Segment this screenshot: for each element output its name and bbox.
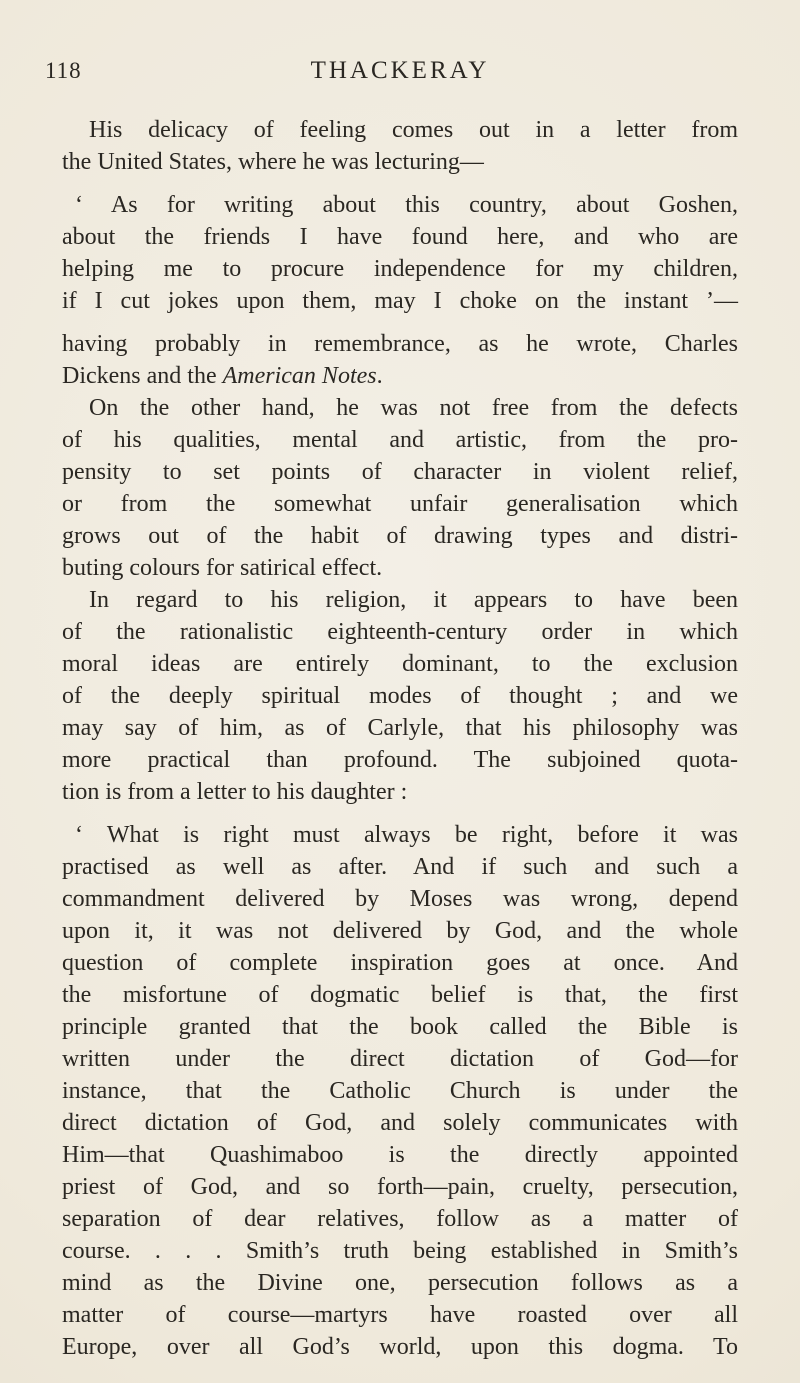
- text-line: [62, 915, 738, 947]
- text-segment: .: [376, 363, 383, 389]
- text-line: [62, 883, 738, 915]
- text-line: [62, 1299, 738, 1331]
- text-line: [62, 819, 738, 851]
- text-line: [62, 328, 738, 360]
- text-line: [62, 1331, 738, 1363]
- text-segment: In regard to his religion, it appears to have been: [89, 587, 738, 613]
- text-segment: commandment delivered by Moses was wrong, depend: [62, 886, 738, 912]
- text-line: [62, 616, 738, 648]
- text-line: [62, 146, 738, 178]
- text-segment: priest of God, and so forth—pain, cruelty, persecution,: [62, 1174, 738, 1200]
- text-line: [62, 456, 738, 488]
- text-line: [62, 1267, 738, 1299]
- text-line: [62, 744, 738, 776]
- text-segment: of his qualities, mental and artistic, from the pro-: [62, 427, 738, 453]
- italic-text: American Notes: [222, 363, 377, 389]
- text-segment: the misfortune of dogmatic belief is that, the first: [62, 982, 738, 1008]
- page-number: 118: [45, 58, 82, 83]
- text-segment: if I cut jokes upon them, may I choke on the instant ’—: [62, 288, 738, 314]
- text-line: [62, 776, 738, 808]
- text-segment: mind as the Divine one, persecution follows as a: [62, 1270, 738, 1296]
- text-segment: tion is from a letter to his daughter :: [62, 779, 408, 805]
- running-header: THACKERAY: [310, 57, 490, 84]
- text-line: [62, 1171, 738, 1203]
- text-line: [62, 648, 738, 680]
- text-segment: or from the somewhat unfair generalisation which: [62, 491, 738, 517]
- text-line: [62, 1011, 738, 1043]
- text-line: [62, 552, 738, 584]
- text-line: [62, 189, 738, 221]
- text-segment: moral ideas are entirely dominant, to the exclusion: [62, 651, 738, 677]
- text-block: [62, 114, 738, 1363]
- text-segment: practised as well as after. And if such and such a: [62, 854, 738, 880]
- quote-block: [62, 189, 738, 317]
- text-segment: buting colours for satirical effect.: [62, 555, 383, 581]
- text-segment: the United States, where he was lecturing—: [62, 149, 484, 175]
- text-segment: may say of him, as of Carlyle, that his philosophy was: [62, 715, 738, 741]
- text-segment: about the friends I have found here, and who are: [62, 224, 738, 250]
- paragraph: [62, 584, 738, 808]
- text-line: [62, 1043, 738, 1075]
- text-line: [62, 712, 738, 744]
- quote-block: [62, 819, 738, 1363]
- text-line: [62, 1075, 738, 1107]
- text-segment: ‘ As for writing about this country, about Goshen,: [75, 192, 738, 218]
- text-segment: principle granted that the book called the Bible is: [62, 1014, 738, 1040]
- text-segment: Him—that Quashimaboo is the directly appointed: [62, 1142, 738, 1168]
- text-segment: direct dictation of God, and solely communicates with: [62, 1110, 738, 1136]
- text-line: [62, 979, 738, 1011]
- text-segment: more practical than profound. The subjoined quota-: [62, 747, 738, 773]
- text-segment: course. . . . Smith’s truth being established in Smith’s: [62, 1238, 738, 1264]
- text-segment: On the other hand, he was not free from the defects: [89, 395, 738, 421]
- text-line: [62, 1139, 738, 1171]
- text-line: [62, 680, 738, 712]
- text-segment: of the deeply spiritual modes of thought ; and we: [62, 683, 738, 709]
- text-segment: matter of course—martyrs have roasted over all: [62, 1302, 738, 1328]
- text-line: [62, 285, 738, 317]
- text-line: [62, 1235, 738, 1267]
- text-line: [62, 1203, 738, 1235]
- paragraph: [62, 392, 738, 584]
- text-segment: Dickens and the: [62, 363, 223, 389]
- text-line: [62, 1107, 738, 1139]
- text-line: [62, 520, 738, 552]
- text-line: [62, 851, 738, 883]
- text-segment: upon it, it was not delivered by God, and the whole: [62, 918, 738, 944]
- text-segment: His delicacy of feeling comes out in a letter from: [89, 117, 738, 143]
- text-line: [62, 392, 738, 424]
- text-segment: Europe, over all God’s world, upon this dogma. To: [62, 1334, 738, 1360]
- text-line: [62, 221, 738, 253]
- text-line: [62, 253, 738, 285]
- text-line: [62, 584, 738, 616]
- paragraph: [62, 328, 738, 392]
- text-segment: having probably in remembrance, as he wrote, Charles: [62, 331, 738, 357]
- text-segment: instance, that the Catholic Church is under the: [62, 1078, 738, 1104]
- text-segment: separation of dear relatives, follow as a matter of: [62, 1206, 738, 1232]
- text-segment: ‘ What is right must always be right, before it was: [75, 822, 738, 848]
- text-line: [62, 114, 738, 146]
- text-segment: of the rationalistic eighteenth-century order in which: [62, 619, 738, 645]
- text-segment: helping me to procure independence for my children,: [62, 256, 738, 282]
- text-segment: question of complete inspiration goes at once. And: [62, 950, 738, 976]
- text-line: [62, 488, 738, 520]
- text-line: [62, 360, 738, 392]
- text-segment: grows out of the habit of drawing types and distri-: [62, 523, 738, 549]
- text-line: [62, 947, 738, 979]
- text-segment: written under the direct dictation of God—for: [62, 1046, 738, 1072]
- text-line: [62, 424, 738, 456]
- paragraph: [62, 114, 738, 178]
- text-segment: pensity to set points of character in violent relief,: [62, 459, 738, 485]
